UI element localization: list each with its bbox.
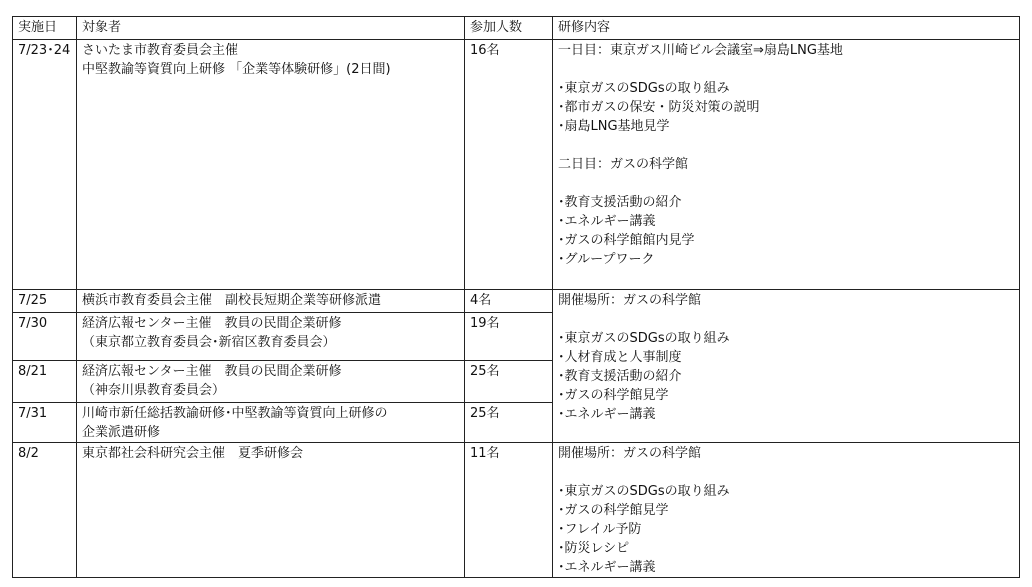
content-line: ･エネルギー講義	[558, 407, 656, 422]
header-date: 実施日	[13, 17, 77, 40]
target-line: 経済広報センター主催 教員の民間企業研修	[82, 364, 342, 379]
content-spacer	[558, 174, 1014, 193]
cell-target	[77, 361, 465, 403]
content-line: ･ガスの科学館見学	[558, 388, 669, 403]
content-line: ･グループワーク	[558, 252, 655, 267]
content-line: ･防災レシピ	[558, 541, 630, 556]
content-line: 一日目：東京ガス川崎ビル会議室⇒扇島LNG基地	[558, 43, 843, 58]
content-line: 開催場所：ガスの科学館	[558, 446, 702, 461]
target-line: （東京都立教育委員会･新宿区教育委員会）	[82, 335, 336, 350]
cell-date: 7/25	[13, 290, 77, 313]
content-line: ･東京ガスのSDGsの取り組み	[558, 81, 730, 96]
content-line: ･東京ガスのSDGsの取り組み	[558, 331, 730, 346]
cell-target	[77, 313, 465, 361]
cell-participants: 11名	[465, 443, 553, 578]
cell-target	[77, 290, 465, 313]
table-row	[13, 290, 1020, 313]
cell-content	[553, 40, 1020, 290]
cell-target	[77, 40, 465, 290]
target-line: 企業派遣研修	[82, 425, 161, 440]
header-target: 対象者	[77, 17, 465, 40]
cell-date: 7/23･24	[13, 40, 77, 290]
cell-participants: 16名	[465, 40, 553, 290]
content-line: ･東京ガスのSDGsの取り組み	[558, 484, 730, 499]
cell-date: 8/21	[13, 361, 77, 403]
content-line: ･都市ガスの保安・防災対策の説明	[558, 100, 760, 115]
content-line: ･フレイル予防	[558, 522, 642, 537]
table-row	[13, 443, 1020, 578]
target-line: 東京都社会科研究会主催 夏季研修会	[82, 446, 304, 461]
cell-participants: 25名	[465, 361, 553, 403]
content-line: 二日目：ガスの科学館	[558, 157, 689, 172]
content-spacer	[558, 60, 1014, 79]
content-line: ･人材育成と人事制度	[558, 350, 682, 365]
target-line: 経済広報センター主催 教員の民間企業研修	[82, 316, 342, 331]
header-participants: 参加人数	[465, 17, 553, 40]
content-line: ･エネルギー講義	[558, 560, 656, 575]
cell-date: 7/31	[13, 403, 77, 443]
content-line: ･エネルギー講義	[558, 214, 656, 229]
training-table	[12, 16, 1020, 578]
cell-participants: 19名	[465, 313, 553, 361]
content-spacer	[558, 463, 1014, 482]
content-spacer	[558, 136, 1014, 155]
content-line: ･教育支援活動の紹介	[558, 195, 682, 210]
target-line: 中堅教諭等資質向上研修 「企業等体験研修」(2日間)	[82, 62, 391, 77]
target-line: （神奈川県教育委員会）	[82, 383, 226, 398]
cell-date: 8/2	[13, 443, 77, 578]
cell-target	[77, 443, 465, 578]
header-row	[13, 17, 1020, 40]
target-line: さいたま市教育委員会主催	[82, 43, 239, 58]
cell-content-merged	[553, 290, 1020, 443]
table-row	[13, 40, 1020, 290]
cell-date: 7/30	[13, 313, 77, 361]
content-line: 開催場所：ガスの科学館	[558, 293, 702, 308]
header-content: 研修内容	[553, 17, 1020, 40]
target-line: 横浜市教育委員会主催 副校長短期企業等研修派遣	[82, 293, 382, 308]
cell-target	[77, 403, 465, 443]
cell-content	[553, 443, 1020, 578]
content-line: ･ガスの科学館見学	[558, 503, 669, 518]
content-line: ･扇島LNG基地見学	[558, 119, 670, 134]
target-line: 川崎市新任総括教諭研修･中堅教諭等資質向上研修の	[82, 406, 388, 421]
cell-participants: 25名	[465, 403, 553, 443]
cell-participants: 4名	[465, 290, 553, 313]
content-spacer	[558, 310, 1014, 329]
content-line: ･教育支援活動の紹介	[558, 369, 682, 384]
content-line: ･ガスの科学館館内見学	[558, 233, 695, 248]
